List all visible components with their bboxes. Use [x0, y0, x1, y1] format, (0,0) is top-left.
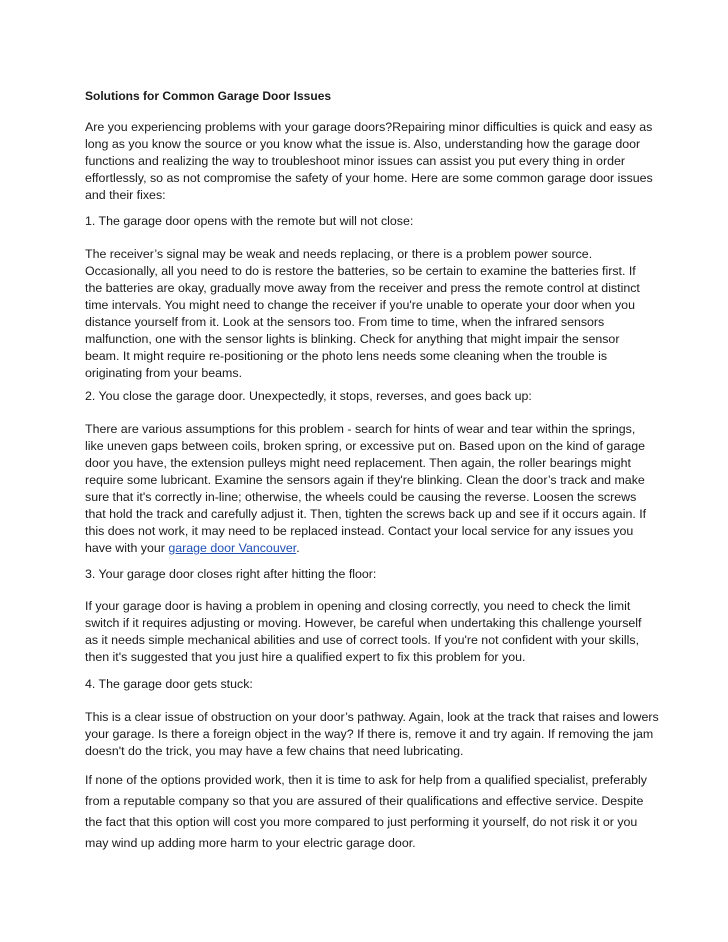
text-line: may wind up adding more harm to your electric garage door.	[85, 836, 416, 850]
section-4-paragraph	[85, 709, 659, 760]
text-line: beam. It might require re-positioning or the photo lens needs some cleaning when the trouble is	[85, 349, 608, 363]
text-line: Are you experiencing problems with your garage doors?Repairing minor difficulties is quick and easy as	[85, 120, 653, 134]
text-line: then it's suggested that you just hire a qualified expert to fix this problem for you.	[85, 650, 526, 664]
text-line: malfunction, one with the sensor lights is blinking. Check for anything that might impair the sensor	[85, 332, 620, 346]
text-line: switch if it requires adjusting or moving. However, be careful when undertaking this challenge yourself	[85, 616, 642, 630]
text-line: like uneven gaps between coils, broken spring, or excessive put on. Based upon on the kind of garage	[85, 439, 646, 453]
section-2-paragraph	[85, 421, 645, 557]
text-line: long as you know the source or you know what the issue is. Also, understanding how the garage door	[85, 137, 641, 151]
garage-door-vancouver-link[interactable]: garage door Vancouver	[168, 541, 297, 555]
text-line: time intervals. You might need to change the receiver if you're unable to operate your door when you	[85, 298, 635, 312]
text-line: If your garage door is having a problem in opening and closing correctly, you need to check the limit	[85, 599, 631, 613]
text-line: functions and realizing the way to troubleshoot minor issues can assist you put every thing in order	[85, 154, 625, 168]
closing-paragraph	[85, 770, 648, 854]
text-line: effortlessly, so as not compromise the safety of your home. Here are some common garage door issues	[85, 171, 653, 185]
text-line: This is a clear issue of obstruction on your door’s pathway. Again, look at the track that raises and lowers	[85, 710, 659, 724]
text-line: the batteries are okay, gradually move away from the receiver and press the remote control at distinct	[85, 281, 640, 295]
text-line: doesn't do the trick, you may have a few chains that need lubricating.	[85, 744, 464, 758]
text-line: require some lubricant. Examine the sensors again if they're blinking. Clean the door’s track and make	[85, 473, 645, 487]
section-1-paragraph	[85, 246, 645, 382]
text-line: the fact that this option will cost you more compared to just performing it yourself, do not risk it or you	[85, 815, 638, 829]
text-line: distance yourself from it. Look at the sensors too. From time to time, when the infrared sensors	[85, 315, 605, 329]
text-line: this does not work, it may need to be replaced instead. Contact your local service for any issues you	[85, 524, 634, 538]
text-line: There are various assumptions for this problem - search for hints of wear and tear within the springs,	[85, 422, 636, 436]
text-line: If none of the options provided work, then it is time to ask for help from a qualified specialist, preferably	[85, 773, 648, 787]
text-line: from a reputable company so that you are assured of their qualifications and effective service. Despite	[85, 794, 644, 808]
text-line: sure that it's correctly in-line; otherwise, the wheels could be causing the reverse. Loosen the screws	[85, 490, 637, 504]
text-line: originating from your beams.	[85, 366, 243, 380]
text-line: that hold the track and carefully adjust it. Then, tighten the screws back up and see if it occurs again. If	[85, 507, 647, 521]
text-line: door you have, the extension pulleys might need replacement. Then again, the roller bearings might	[85, 456, 631, 470]
document-title: Solutions for Common Garage Door Issues	[85, 89, 332, 103]
text-line: as it needs simple mechanical abilities and use of correct tools. If you're not confident with your skills,	[85, 633, 640, 647]
text-line: and their fixes:	[85, 188, 166, 202]
section-3-paragraph	[85, 598, 645, 666]
section-2-heading: 2. You close the garage door. Unexpectedly, it stops, reverses, and goes back up:	[85, 389, 532, 403]
text-line: Occasionally, all you need to do is restore the batteries, so be certain to examine the batteries first. If	[85, 264, 636, 278]
intro-paragraph	[85, 119, 653, 204]
section-3-heading: 3. Your garage door closes right after hitting the floor:	[85, 567, 377, 581]
text-line: The receiver’s signal may be weak and needs replacing, or there is a problem power source.	[85, 247, 593, 261]
section-1-heading: 1. The garage door opens with the remote but will not close:	[85, 214, 414, 228]
text-line: your garage. Is there a foreign object in the way? If there is, remove it and try again. If removing the jam	[85, 727, 654, 741]
text-line: have with your garage door Vancouver.	[85, 541, 300, 555]
section-4-heading: 4. The garage door gets stuck:	[85, 677, 253, 691]
